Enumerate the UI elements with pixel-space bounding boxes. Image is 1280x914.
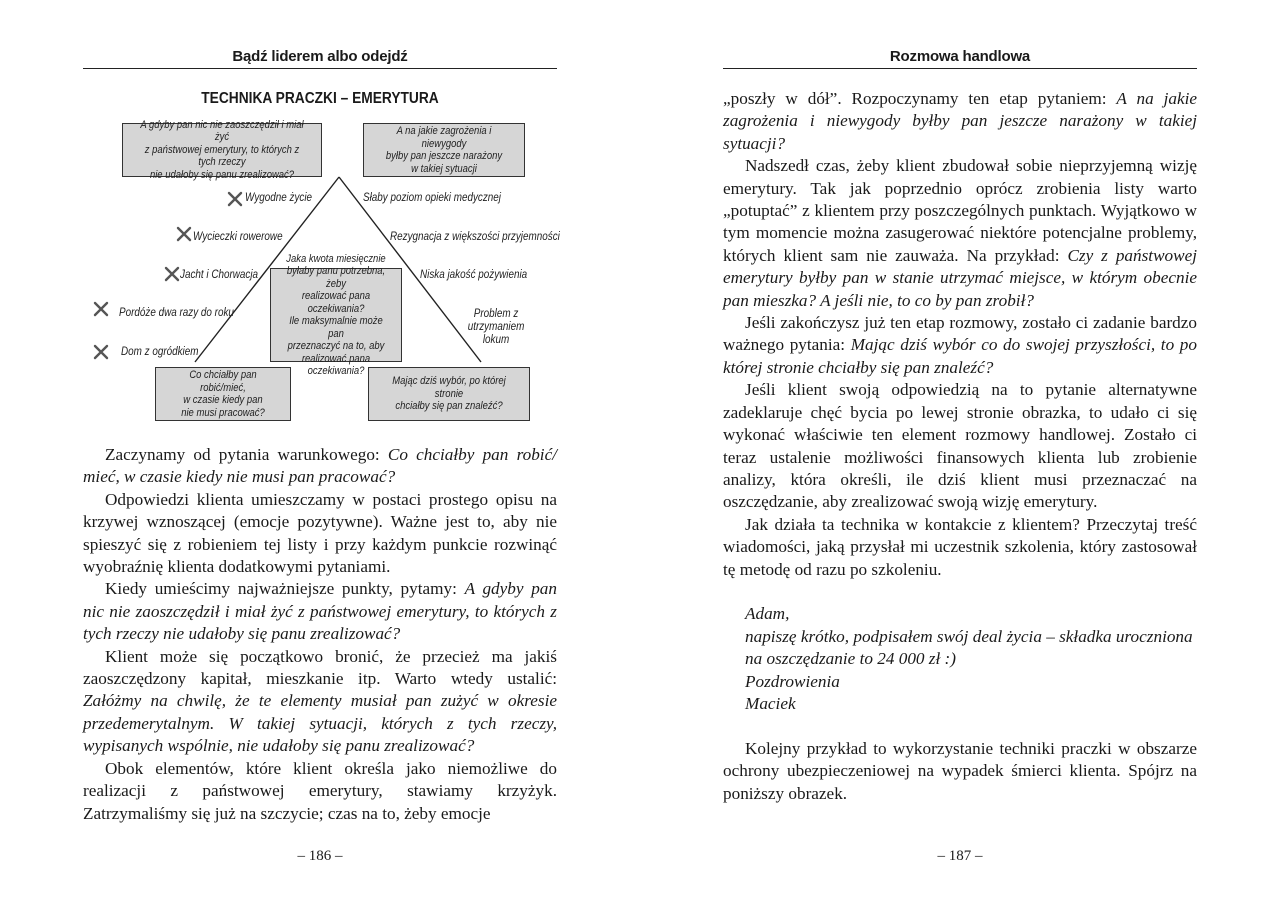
paragraph: Jeśli klient swoją odpowiedzią na to pytanie alternatywne zadeklaruje chęć bycia po lewej stronie obrazka, to udało ci się wykonać właściwie ten element rozmowy handlowej. Zostało ci teraz ustalenie możliwości finansowych klienta lub zrobienie analizy, która określi, ile dziś klient musi przeznaczać na oszczędzanie, aby zrealizować swoją wizję emerytury. (723, 380, 1197, 512)
quoted-letter (723, 603, 1197, 715)
left-item: Pordóże dwa razy do roku (119, 307, 234, 319)
right-item: Rezygnacja z większości przyjemności (390, 231, 560, 243)
body-text (723, 88, 1197, 805)
cross-mark-icon (163, 265, 181, 283)
paragraph: Odpowiedzi klienta umieszczamy w postaci prostego opisu na krzywej wznoszącej (emocje pozytywne). Ważne jest to, aby nie spieszyć się z robieniem tej listy i przy każdym punkcie rozwinąć wyobraźnię klienta dodatkowymi pytaniami. (83, 489, 557, 577)
letter-line: Pozdrowienia (745, 671, 840, 691)
paragraph: „poszły w dół”. Rozpoczynamy ten etap pytaniem: A na jakie zagrożenia i niewygody byłby pan jeszcze narażony w takiej sytuacji? (723, 89, 1197, 153)
paragraph: Klient może się początkowo bronić, że przecież ma jakiś zaoszczędzony kapitał, mieszkanie itp. Warto wtedy ustalić: Załóżmy na chwilę, że te elementy musiał pan zużyć w okresie przedemerytalnym. W takiej sytuacji, których z tych rzeczy, wypisanych wspólnie, nie udałoby się panu zrealizować? (83, 646, 557, 756)
header-rule (723, 68, 1197, 69)
right-item: Niska jakość pożywienia (420, 269, 528, 281)
paragraph: Jeśli zakończysz już ten etap rozmowy, zostało ci zadanie bardzo ważnego pytania: Mając dziś wybór co do swojej przyszłości, to po której stronie chciałby się pan znaleźć? (723, 313, 1197, 377)
header-rule (83, 68, 557, 69)
paragraph: Nadszedł czas, żeby klient zbudował sobie nieprzyjemną wizję emerytury. Tak jak poprzednio oprócz zrobienia listy warto „potuptać” z klientem przy poszczególnych punktach. Wyjątkowo w tym momencie można zasugerować niektóre potencjalne problemy, których klient sam nie zauważa. Na przykład: Czy z państwowej emerytury byłby pan w stanie utrzymać miejsce, w którym obecnie pan mieszka? A jeśli nie, to co by pan zrobił? (723, 156, 1197, 310)
running-header: Rozmowa handlowa (889, 48, 1031, 65)
letter-line: Adam, (745, 604, 790, 624)
letter-line: napiszę krótko, podpisałem swój deal życia – składka uroczniona na oszczędzanie to 24 000 zł :) (745, 626, 1193, 669)
right-item: Problem z utrzymaniem lokum (467, 308, 525, 346)
left-item: Dom z ogródkiem (121, 346, 199, 358)
left-page (83, 0, 560, 914)
running-header: Bądź liderem albo odejdź (232, 48, 408, 65)
diagram-title: TECHNIKA PRACZKI – EMERYTURA (201, 90, 439, 107)
page-number: – 186 – (297, 848, 343, 864)
cross-mark-icon (175, 225, 193, 243)
box-center: Jaka kwota miesięcznie byłaby panu potrzebna, żeby realizować pana oczekiwania? Ile maksymalnie może pan przeznaczyć na to, aby realizować pana oczekiwania? (270, 268, 402, 362)
box-top-left: A gdyby pan nic nie zaoszczędził i miał żyć z państwowej emerytury, to których z tych rzeczy nie udałoby się panu zrealizować? (122, 123, 322, 177)
letter-line: Maciek (745, 693, 796, 713)
page-number: – 187 – (937, 848, 983, 864)
body-text (83, 444, 557, 825)
box-bottom-left: Co chciałby pan robić/mieć, w czasie kiedy pan nie musi pracować? (155, 367, 291, 421)
paragraph: Jak działa ta technika w kontakcie z klientem? Przeczytaj treść wiadomości, jaką przysłał mi uczestnik szkolenia, który zastosował tę metodę od razu po szkoleniu. (723, 514, 1197, 579)
cross-mark-icon (226, 190, 244, 208)
box-top-right: A na jakie zagrożenia i niewygody byłby pan jeszcze narażony w takiej sytuacji (363, 123, 525, 177)
paragraph: Zaczynamy od pytania warunkowego: Co chciałby pan robić/ mieć, w czasie kiedy nie musi pan pracować? (83, 445, 557, 487)
paragraph: Kiedy umieścimy najważniejsze punkty, pytamy: A gdyby pan nic nie zaoszczędził i miał żyć z państwowej emerytury, to których z tych rzeczy nie udałoby się panu zrealizować? (83, 579, 557, 644)
paragraph: Obok elementów, które klient określa jako niemożliwe do realizacji z państwowej emerytury, stawiamy krzyżyk. Zatrzymaliśmy się już na szczycie; czas na to, żeby emocje (83, 758, 557, 823)
left-item: Wycieczki rowerowe (193, 231, 283, 243)
right-item: Słaby poziom opieki medycznej (363, 192, 501, 204)
cross-mark-icon (92, 300, 110, 318)
washboard-diagram (83, 86, 560, 428)
box-bottom-right: Mając dziś wybór, po której stronie chciałby się pan znaleźć? (368, 367, 530, 421)
paragraph: Kolejny przykład to wykorzystanie techniki praczki w obszarze ochrony ubezpieczeniowej na wypadek śmierci klienta. Spójrz na poniższy obrazek. (723, 738, 1197, 803)
left-item: Jacht i Chorwacja (180, 269, 259, 281)
left-item: Wygodne życie (245, 192, 313, 204)
cross-mark-icon (92, 343, 110, 361)
right-page (723, 0, 1197, 914)
